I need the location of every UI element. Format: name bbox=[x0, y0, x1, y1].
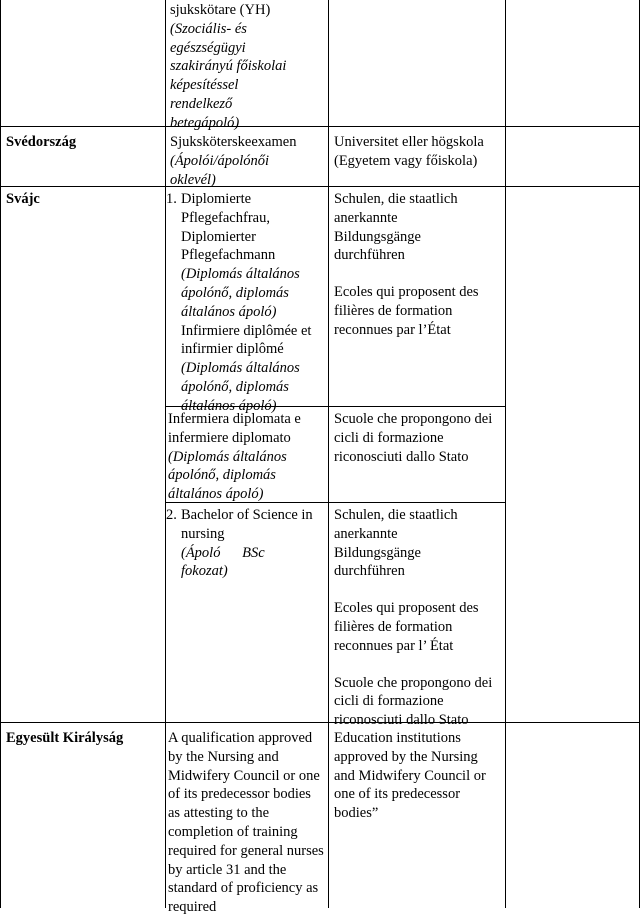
country-uk: Egyesült Királyság bbox=[6, 730, 124, 746]
swiss-row1-qualification-cell bbox=[166, 190, 326, 416]
uk-qualification: A qualification approved by the Nursing and Midwifery Council or one of its predecessor bodies as attesting to the completion of training required for general nurses by article 31 and the standard of proficiency as required bbox=[168, 730, 324, 916]
top-qualification-cell bbox=[170, 1, 320, 133]
swiss-row1-body-fr: Ecoles qui proposent des filières de formation reconnues par l’État bbox=[334, 284, 479, 338]
uk-body: Education institutions approved by the Nursing and Midwifery Council or one of its predecessor bodies” bbox=[334, 730, 486, 822]
swiss-row1-title-fr: Infirmiere diplômée et infirmier diplômé bbox=[181, 322, 312, 358]
table-border-left bbox=[0, 0, 1, 908]
row-divider-uk bbox=[0, 722, 640, 723]
swiss-row1-body-cell bbox=[334, 190, 502, 340]
uk-qualification-cell bbox=[168, 729, 326, 917]
swiss-row2-body-cell bbox=[334, 410, 502, 466]
swiss-row2-body-it: Scuole che propongono dei cicli di formazione riconosciuti dallo Stato bbox=[334, 411, 493, 465]
swiss-row3-number: 2. bbox=[166, 507, 177, 523]
swiss-row3-body-it: Scuole che propongono dei cicli di formazione riconosciuti dallo Stato bbox=[334, 674, 493, 729]
country-switzerland: Svájc bbox=[6, 191, 40, 207]
table-border-col3 bbox=[505, 0, 506, 908]
swiss-row1-title-de: Diplomierte Pflegefachfrau, Diplomierter Pflegefachmann bbox=[181, 191, 276, 264]
swiss-row2-title-it: Infermiera diplomata e infermiere diplomato bbox=[168, 411, 301, 446]
sweden-qualification: Sjuksköterskeexamen bbox=[170, 134, 297, 150]
uk-body-cell bbox=[334, 729, 502, 823]
swiss-row1-note-de: (Diplomás általános ápolónő, diplomás általános ápoló) bbox=[181, 266, 300, 320]
country-sweden: Svédország bbox=[6, 134, 77, 150]
swiss-row3-body-cell bbox=[334, 506, 502, 730]
swiss-row2-note-it: (Diplomás általános ápolónő, diplomás általános ápoló) bbox=[168, 448, 287, 503]
top-qualification: sjukskötare (YH) bbox=[170, 2, 271, 18]
row-divider-switzerland bbox=[0, 186, 640, 187]
sweden-body-cell bbox=[334, 133, 504, 171]
swiss-row3-title: Bachelor of Science in nursing bbox=[181, 507, 313, 542]
swiss-row2-qualification-cell bbox=[168, 410, 326, 504]
sweden-qualification-cell bbox=[170, 133, 320, 189]
row-divider-sweden bbox=[0, 126, 640, 127]
swiss-row1-note-fr: (Diplomás általános ápolónő, diplomás általános ápoló) bbox=[181, 360, 300, 414]
sweden-body: Universitet eller högskola bbox=[334, 134, 484, 150]
top-qualification-note: (Szociális- és egészségügyi szakirányú főiskolai képesítéssel rendelkező betegápoló) bbox=[170, 20, 287, 131]
swiss-row1-body-de: Schulen, die staatlich anerkannte Bildungsgänge durchführen bbox=[334, 191, 458, 264]
sweden-body-note: (Egyetem vagy főiskola) bbox=[334, 152, 478, 169]
swiss-row1-number: 1. bbox=[166, 191, 177, 207]
sweden-qualification-note: (Ápolói/ápolónői oklevél) bbox=[170, 152, 270, 188]
table-border-col2 bbox=[328, 0, 329, 908]
swiss-row3-note: (Ápoló BSc fokozat) bbox=[181, 544, 265, 580]
swiss-row3-body-fr: Ecoles qui proposent des filières de formation reconnues par l’ État bbox=[334, 600, 479, 654]
swiss-row3-body-de: Schulen, die staatlich anerkannte Bildungsgänge durchführen bbox=[334, 507, 458, 580]
table-border-col1 bbox=[165, 0, 166, 908]
swiss-row3-qualification-cell bbox=[166, 506, 326, 581]
